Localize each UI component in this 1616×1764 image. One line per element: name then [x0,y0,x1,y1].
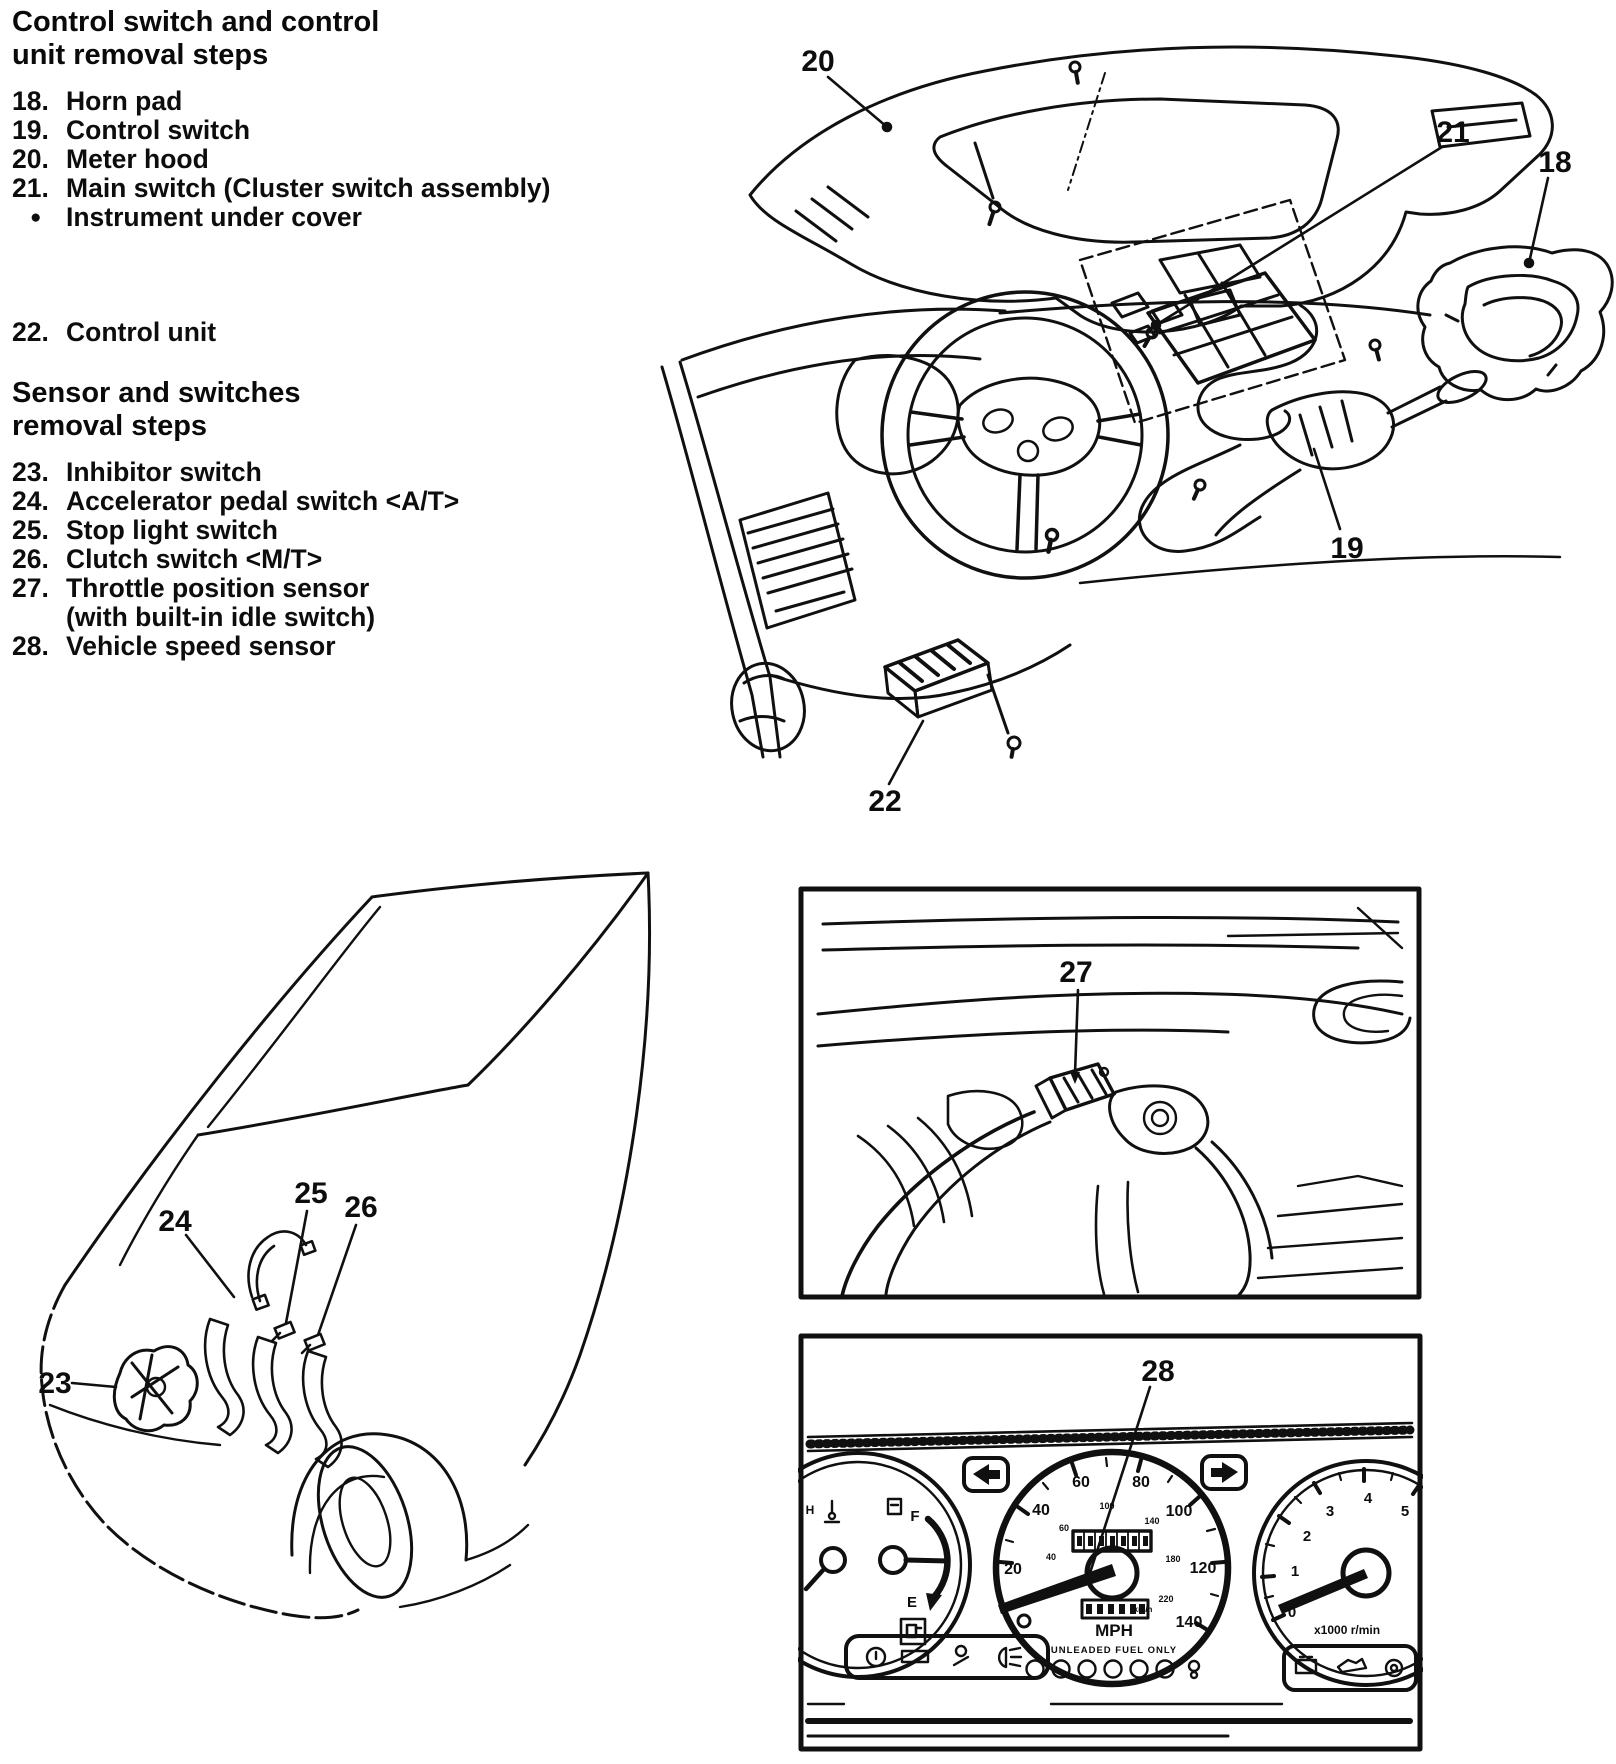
callout-24: 24 [158,1205,192,1238]
callout-leaders [828,77,1548,784]
engine-bay-drawing [818,908,1410,1296]
legend-item-26 [12,545,592,574]
coolant-temp-icon [825,1501,839,1522]
svg-text:180: 180 [1165,1554,1181,1564]
callout-28: 28 [1141,1355,1175,1388]
callout-23: 23 [38,1367,72,1400]
figure-engine-bay [798,886,1422,1300]
item-label: Inhibitor switch [66,457,262,487]
svg-text:220: 220 [1158,1594,1174,1604]
legend-item-21 [12,174,592,203]
heading-sensor-removal: Sensor and switches removal steps [12,377,301,442]
stop-light-switch-part [272,1322,295,1341]
low-fuel-icon [901,1619,925,1644]
svg-text:4: 4 [1363,1490,1373,1507]
svg-text:100: 100 [1165,1503,1193,1520]
item-number: 21. [12,173,49,203]
item-number: 28. [12,631,49,661]
item-label: Accelerator pedal switch <A/T> [66,486,460,516]
svg-text:140: 140 [1175,1614,1203,1631]
heading-control-removal: Control switch and control unit removal steps [12,6,380,71]
item-label: Clutch switch <M/T> [66,544,323,574]
dash-panel [662,302,1560,758]
item-number: 26. [12,544,49,574]
screw-icon [1189,478,1206,500]
left-turn-indicator-icon [964,1458,1008,1491]
figure-instrument-cluster [798,1333,1423,1752]
tachometer [1254,1461,1423,1685]
svg-text:100: 100 [1099,1501,1115,1511]
fuel-note: UNLEADED FUEL ONLY [1050,1645,1178,1656]
bullet-icon: ● [30,207,42,228]
item-label: Horn pad [66,86,183,116]
callout-22: 22 [868,785,902,815]
item-number: 18. [12,86,49,116]
svg-text:60: 60 [1058,1523,1070,1533]
item-number: 25. [12,515,49,545]
svg-text:3: 3 [1325,1503,1335,1520]
fuel-pump-icon [888,1499,901,1514]
item-label: Instrument under cover [66,202,362,232]
inhibitor-switch-part [114,1347,197,1431]
item-number: 22. [12,317,49,347]
tach-unit: x1000 r/min [1314,1623,1381,1637]
callout-20: 20 [801,45,835,78]
callout-27: 27 [1059,956,1093,989]
screw-icon [1369,339,1384,361]
pedal-bracket-parts [205,1231,341,1467]
temp-hot-label: H [805,1503,815,1517]
svg-text:140: 140 [1144,1516,1160,1526]
item-label: Meter hood [66,144,209,174]
callout-18: 18 [1538,146,1572,179]
legend-item-20 [12,145,592,174]
screw-icon [985,201,1002,226]
svg-text:0: 0 [1287,1604,1297,1621]
svg-text:120: 120 [1189,1560,1217,1577]
callout-25: 25 [294,1177,328,1210]
item-number: 27. [12,573,49,603]
item-label: Main switch (Cluster switch assembly) [66,173,551,203]
svg-text:5: 5 [1400,1503,1410,1520]
fuel-temp-gauge [798,1453,970,1677]
item-label: Vehicle speed sensor [66,631,336,661]
figure-border [801,889,1419,1297]
right-turn-indicator-icon [1202,1456,1246,1489]
item-number [12,603,66,632]
item-number: 24. [12,486,49,516]
item-label: Control unit [66,317,217,347]
steering-wheel [882,292,1168,578]
speedo-unit: MPH [1095,1621,1133,1640]
svg-text:80: 80 [1132,1474,1150,1491]
callout-26: 26 [344,1191,378,1224]
legend-item-19 [12,116,592,145]
callout-19: 19 [1330,532,1364,565]
svg-text:20: 20 [1004,1561,1022,1578]
legend-item-27-cont [12,603,592,632]
car-outline [41,873,649,1618]
item-label: (with built-in idle switch) [66,602,376,632]
item-number: 19. [12,115,49,145]
bolt-icon [1006,736,1021,758]
figure-dashboard-exploded [600,15,1616,815]
legend-item-under-cover [12,203,592,232]
legend-item-27 [12,574,592,603]
callout-21: 21 [1436,116,1470,149]
item-label: Stop light switch [66,515,278,545]
figure-car-front [20,785,720,1665]
svg-text:40: 40 [1032,1502,1050,1519]
meter-hood-part [750,47,1552,332]
legend-item-22 [12,318,592,347]
horn-pad-part [1418,247,1612,400]
left-telltale-strip [846,1636,1048,1678]
legend-item-28 [12,632,592,661]
clutch-switch-part [302,1334,325,1353]
fuel-empty-label: E [906,1594,918,1611]
legend-item-18 [12,87,592,116]
svg-text:2: 2 [1302,1528,1312,1545]
legend [12,6,592,661]
fuel-full-label: F [910,1508,920,1525]
legend-item-24 [12,487,592,516]
screw-icon [1069,61,1082,83]
svg-text:60: 60 [1072,1474,1090,1491]
main-switch-part [1068,73,1345,423]
legend-item-23 [12,458,592,487]
svg-text:40: 40 [1045,1552,1057,1562]
item-number: 20. [12,144,49,174]
item-label: Control switch [66,115,251,145]
item-number: 23. [12,457,49,487]
legend-item-25 [12,516,592,545]
svg-text:1: 1 [1290,1563,1300,1580]
item-label: Throttle position sensor [66,573,370,603]
callout-leaders [72,1211,356,1387]
kmh-label: km/h [1133,1605,1153,1614]
